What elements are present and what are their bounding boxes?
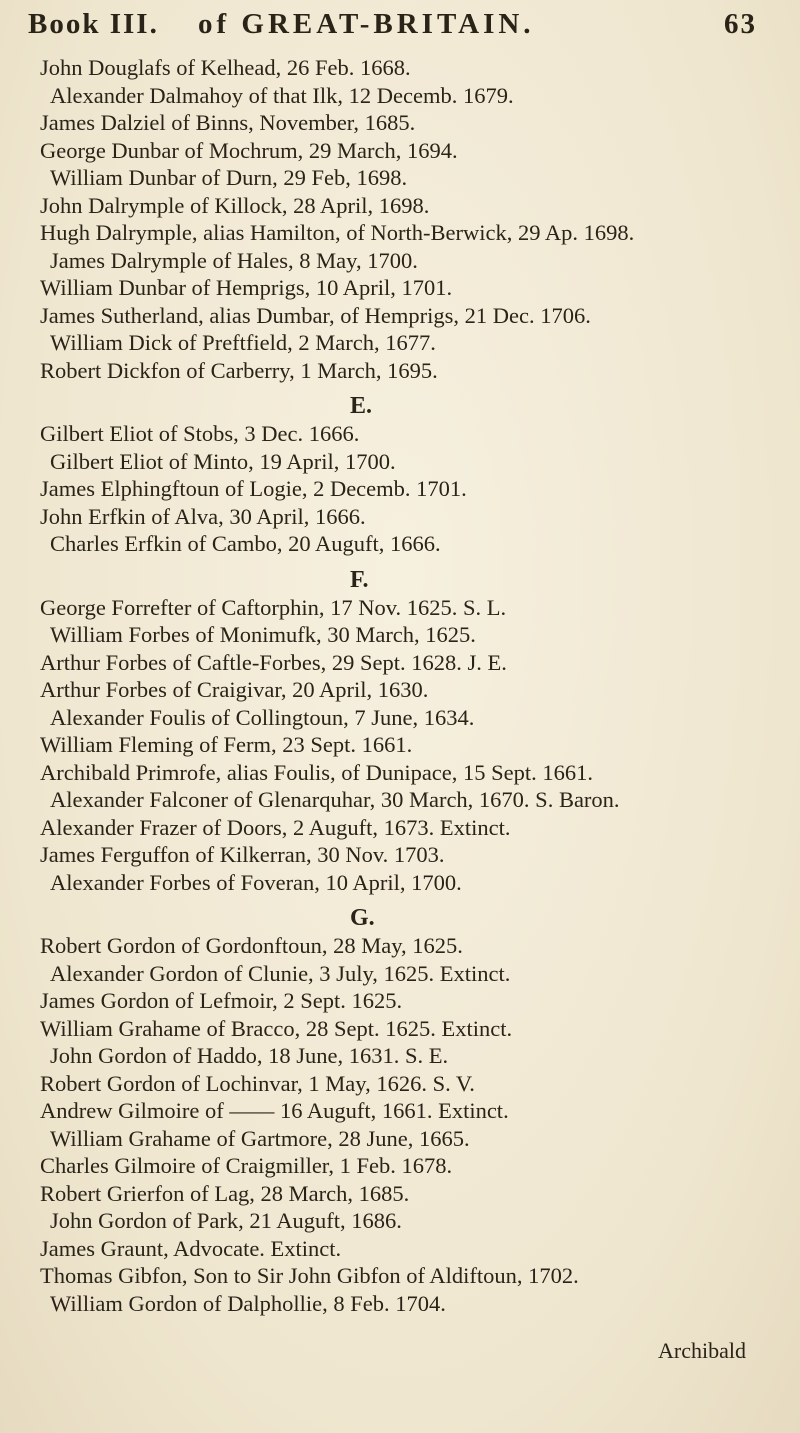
entry-line: Robert Dickfon of Carberry, 1 March, 1695. xyxy=(40,357,438,383)
entry-line: Alexander Foulis of Collingtoun, 7 June, 1634. xyxy=(50,704,475,730)
running-header xyxy=(28,8,788,48)
entry-line: Alexander Falconer of Glenarquhar, 30 March, 1670. S. Baron. xyxy=(50,787,620,812)
entry-line: William Fleming of Ferm, 23 Sept. 1661. xyxy=(40,732,413,757)
entry-line: Gilbert Eliot of Stobs, 3 Dec. 1666. xyxy=(40,421,360,446)
entry-line: Thomas Gibfon, Son to Sir John Gibfon of Aldiftoun, 1702. xyxy=(40,1263,579,1288)
entry-line: William Gordon of Dalphollie, 8 Feb. 1704. xyxy=(50,1290,446,1316)
entry-line: James Graunt, Advocate. Extinct. xyxy=(40,1235,342,1261)
entry-line: Gilbert Eliot of Minto, 19 April, 1700. xyxy=(50,448,396,474)
entry-line: Robert Gordon of Lochinvar, 1 May, 1626. S. V. xyxy=(40,1070,475,1096)
section-gap xyxy=(40,896,790,904)
entry-line: John Douglafs of Kelhead, 26 Feb. 1668. xyxy=(40,55,411,80)
entry-line: George Forrefter of Caftorphin, 17 Nov. 1625. S. L. xyxy=(40,594,507,620)
entry-line: William Grahame of Bracco, 28 Sept. 1625. Extinct. xyxy=(40,1015,513,1041)
entry-line: James Dalrymple of Hales, 8 May, 1700. xyxy=(50,247,418,273)
entry-line: William Grahame of Gartmore, 28 June, 1665. xyxy=(50,1125,470,1151)
entry-line: Andrew Gilmoire of —— 16 Auguft, 1661. Extinct. xyxy=(40,1098,509,1123)
entry-line: John Gordon of Haddo, 18 June, 1631. S. E. xyxy=(50,1043,449,1068)
entry-line: Alexander Dalmahoy of that Ilk, 12 Decemb. 1679. xyxy=(50,82,514,108)
entry-line: George Dunbar of Mochrum, 29 March, 1694. xyxy=(40,137,458,163)
catchword: Archibald xyxy=(658,1338,746,1363)
entry-line: Robert Grierfon of Lag, 28 March, 1685. xyxy=(40,1180,410,1206)
entry-line: Alexander Forbes of Foveran, 10 April, 1700. xyxy=(50,869,462,895)
entry-line: William Dunbar of Hemprigs, 10 April, 1701. xyxy=(40,275,453,300)
section-letter: G. xyxy=(350,905,375,931)
entry-line: John Dalrymple of Killock, 28 April, 1698. xyxy=(40,192,430,218)
entry-line: William Dick of Preftfield, 2 March, 1677. xyxy=(50,330,436,355)
section-gap xyxy=(40,558,790,566)
entry-line: Alexander Gordon of Clunie, 3 July, 1625. Extinct. xyxy=(50,960,511,986)
section-letter: E. xyxy=(350,393,373,419)
section-gap xyxy=(40,384,790,392)
entry-line: John Erfkin of Alva, 30 April, 1666. xyxy=(40,503,366,529)
header-title: of GREAT-BRITAIN. xyxy=(198,8,535,40)
entry-line: James Ferguffon of Kilkerran, 30 Nov. 1703. xyxy=(40,842,445,867)
entry-line: William Dunbar of Durn, 29 Feb, 1698. xyxy=(50,165,408,190)
entry-line: Arthur Forbes of Caftle-Forbes, 29 Sept. 1628. J. E. xyxy=(40,649,507,675)
entry-line: Archibald Primrofe, alias Foulis, of Dunipace, 15 Sept. 1661. xyxy=(40,759,594,785)
entry-line: Alexander Frazer of Doors, 2 Auguft, 1673. Extinct. xyxy=(40,814,511,840)
entry-line: John Gordon of Park, 21 Auguft, 1686. xyxy=(50,1208,402,1233)
baronet-list xyxy=(40,54,790,1317)
entry-line: William Forbes of Monimufk, 30 March, 1625. xyxy=(50,622,476,647)
entry-line: Arthur Forbes of Craigivar, 20 April, 1630. xyxy=(40,677,429,702)
entry-line: James Sutherland, alias Dumbar, of Hemprigs, 21 Dec. 1706. xyxy=(40,302,591,328)
entry-line: James Elphingftoun of Logie, 2 Decemb. 1701. xyxy=(40,476,467,501)
entry-line: Charles Erfkin of Cambo, 20 Auguft, 1666. xyxy=(50,531,441,556)
book-number: Book III. xyxy=(28,8,159,40)
entry-line: James Dalziel of Binns, November, 1685. xyxy=(40,110,416,135)
section-letter: F. xyxy=(350,566,369,593)
page-number: 63 xyxy=(724,8,757,40)
entry-line: Hugh Dalrymple, alias Hamilton, of North-Berwick, 29 Ap. 1698. xyxy=(40,220,635,245)
entry-line: Robert Gordon of Gordonftoun, 28 May, 1625. xyxy=(40,933,463,958)
entry-line: James Gordon of Lefmoir, 2 Sept. 1625. xyxy=(40,988,403,1013)
entry-line: Charles Gilmoire of Craigmiller, 1 Feb. 1678. xyxy=(40,1153,453,1178)
